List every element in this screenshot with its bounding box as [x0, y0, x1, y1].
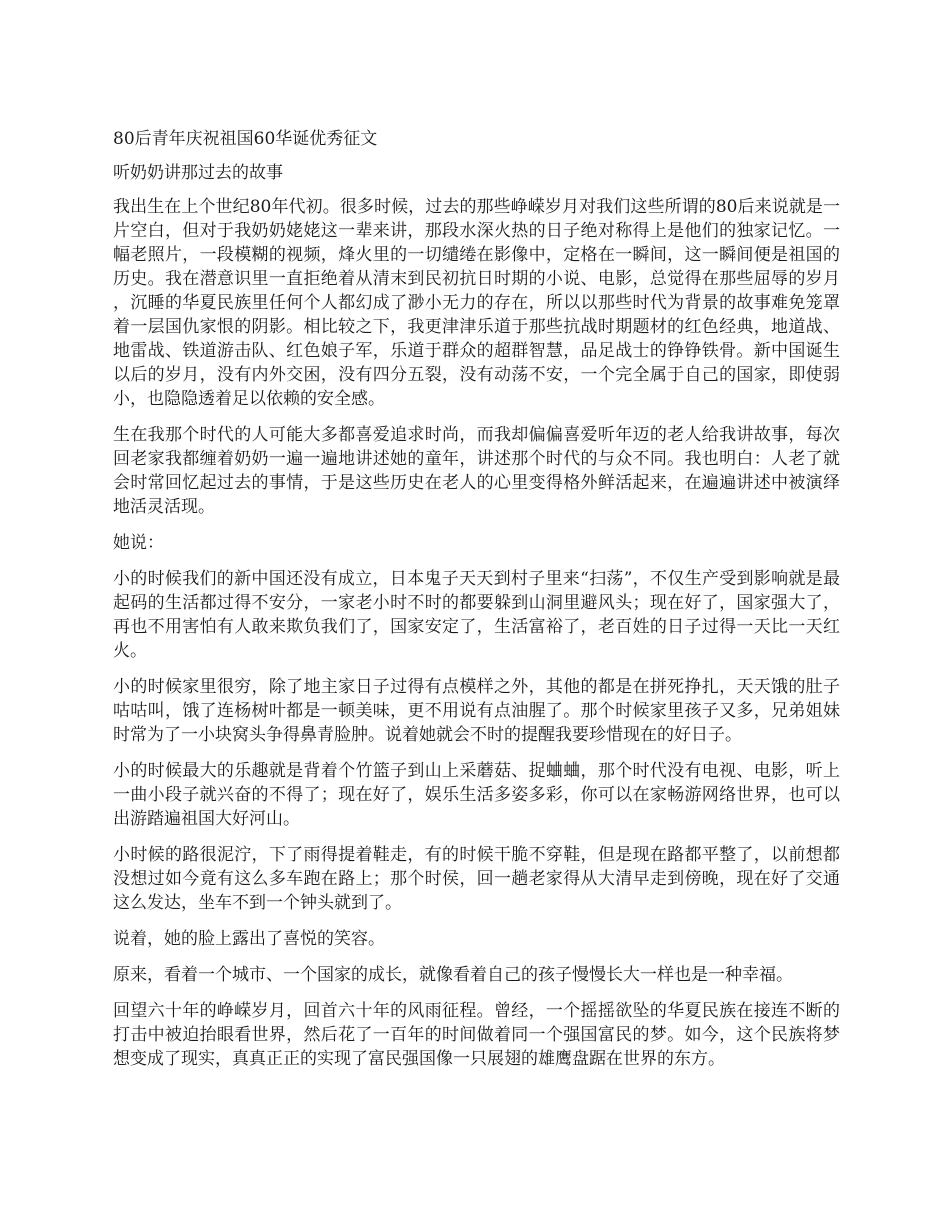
paragraph-3: 她说：	[113, 533, 164, 553]
paragraph-7: 小时候的路很泥泞，下了雨得提着鞋走，有的时候干脆不穿鞋，但是现在路都平整了，以前想都没想过如今竟有这么多车跑在路上；那个时侯，回一趟老家得从大清早走到傍晚，现在好了交通这么发达，坐车不到一个钟头就到了。	[113, 845, 840, 913]
paragraph-10: 回望六十年的峥嵘岁月，回首六十年的风雨征程。曾经，一个摇摇欲坠的华夏民族在接连不断的打击中被迫抬眼看世界，然后花了一百年的时间做着同一个强国富民的梦。如今，这个民族将梦想变成了现实，真真正正的实现了富民强国像一只展翅的雄鹰盘踞在世界的东方。	[113, 1001, 840, 1069]
paragraph-5: 小的时候家里很穷，除了地主家日子过得有点模样之外，其他的都是在拼死挣扎，天天饿的肚子咕咕叫，饿了连杨树叶都是一顿美味，更不用说有点油腥了。那个时候家里孩子又多，兄弟姐妹时常为了一小块窝头争得鼻青脸肿。说着她就会不时的提醒我要珍惜现在的好日子。	[113, 677, 840, 745]
document-title: 80后青年庆祝祖国60华诞优秀征文	[113, 129, 378, 149]
paragraph-4: 小的时候我们的新中国还没有成立，日本鬼子天天到村子里来“扫荡”，不仅生产受到影响就是最起码的生活都过得不安分，一家老小时不时的都要躲到山洞里避风头；现在好了，国家强大了，再也不用害怕有人敢来欺负我们了，国家安定了，生活富裕了，老百姓的日子过得一天比一天红火。	[113, 569, 840, 661]
paragraph-6: 小的时候最大的乐趣就是背着个竹篮子到山上采蘑菇、捉蛐蛐，那个时代没有电视、电影，听上一曲小段子就兴奋的不得了；现在好了，娱乐生活多姿多彩，你可以在家畅游网络世界，也可以出游踏遍祖国大好河山。	[113, 761, 840, 829]
paragraph-1: 我出生在上个世纪80年代初。很多时候，过去的那些峥嵘岁月对我们这些所谓的80后来说就是一片空白，但对于我奶奶姥姥这一辈来讲，那段水深火热的日子绝对称得上是他们的独家记忆。一幅老照片，一段模糊的视频，烽火里的一切缱绻在影像中，定格在一瞬间，这一瞬间便是祖国的历史。我在潜意识里一直拒绝着从清末到民初抗日时期的小说、电影，总觉得在那些屈辱的岁月，沉睡的华夏民族里任何个人都幻成了渺小无力的存在，所以以那些时代为背景的故事难免笼罩着一层国仇家恨的阴影。相比较之下，我更津津乐道于那些抗战时期题材的红色经典，地道战、地雷战、铁道游击队、红色娘子军，乐道于群众的超群智慧，品足战士的铮铮铁骨。新中国诞生以后的岁月，没有内外交困，没有四分五裂，没有动荡不安，一个完全属于自己的国家，即使弱小，也隐隐透着足以依赖的安全感。	[113, 197, 840, 409]
paragraph-9: 原来，看着一个城市、一个国家的成长，就像看着自己的孩子慢慢长大一样也是一种幸福。	[113, 965, 793, 985]
document-subtitle: 听奶奶讲那过去的故事	[113, 163, 283, 183]
paragraph-2: 生在我那个时代的人可能大多都喜爱追求时尚，而我却偏偏喜爱听年迈的老人给我讲故事，每次回老家我都缠着奶奶一遍一遍地讲述她的童年，讲述那个时代的与众不同。我也明白：人老了就会时常回忆起过去的事情，于是这些历史在老人的心里变得格外鲜活起来，在遍遍讲述中被演绎地活灵活现。	[113, 425, 840, 517]
paragraph-8: 说着，她的脸上露出了喜悦的笑容。	[113, 929, 385, 949]
document-page	[113, 127, 840, 1083]
